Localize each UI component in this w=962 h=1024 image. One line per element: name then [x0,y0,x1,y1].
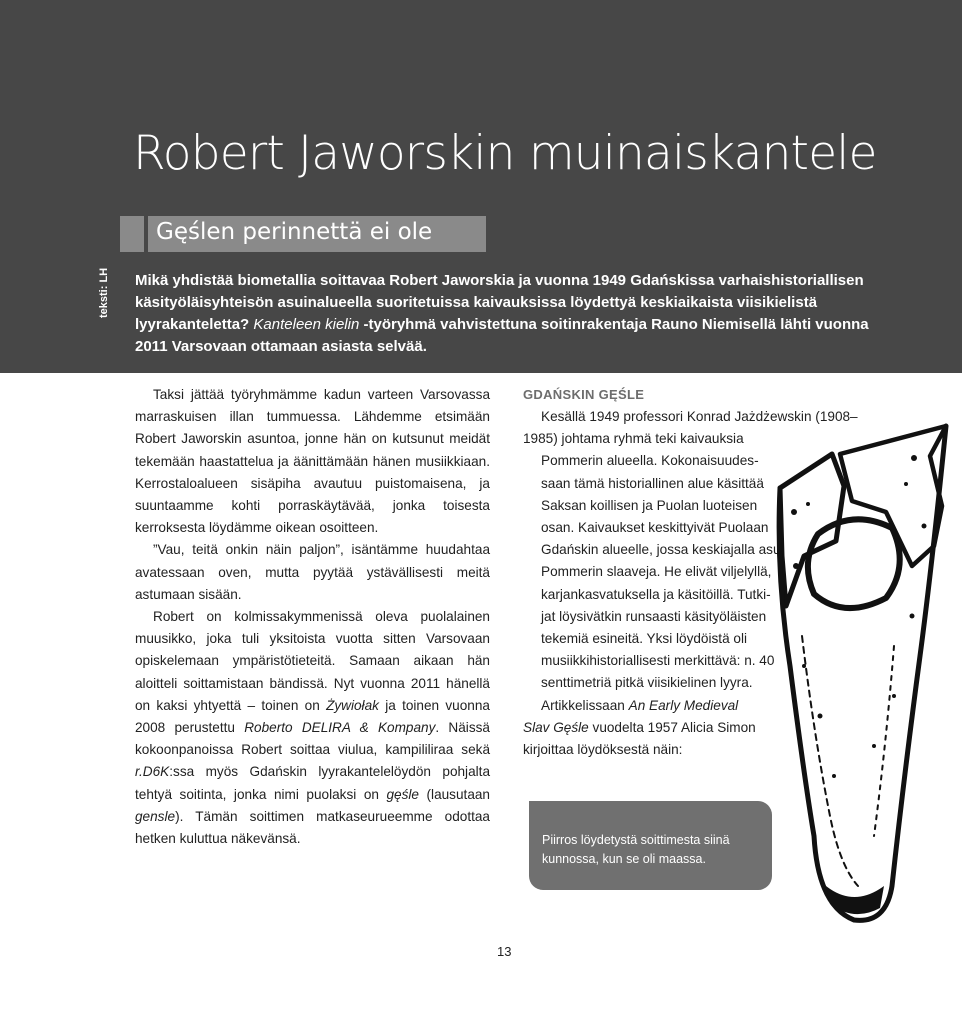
p3-text-f: ). Tämän soittimen matkaseurueemme odottaa hetken kuluttua näkevänsä. [135,808,490,847]
caption-box [529,801,772,890]
p3-italic-2: Roberto DELIRA & Kompany [244,720,436,736]
lead-text-2: -työryhmä vahvistettuna soitinrakentaja Rauno Niemisellä lähti vuonna 2011 Varsovaan ottamaan asiasta selvää. [135,316,869,355]
left-column [135,384,490,850]
section-heading: GDAŃSKIN GĘŚLE [523,387,645,402]
figure-caption: Piirros löydetystä soittimesta siinä kunnossa, kun se oli maassa. [542,833,730,866]
p3-text-d: :ssa myös Gdańskin lyyrakantelelöydön pohjalta tehtyä soitinta, jonka nimi puolaksi on [135,764,490,802]
text-line: saan tämä historiallinen alue käsittää [541,475,764,491]
lyre-body-outline [779,426,946,920]
lyre-right-arm [840,426,946,566]
lyre-inner-line [802,636,858,886]
text-line: kirjoittaa löydöksestä näin: [523,742,683,758]
text-line: osan. Kaivaukset keskittyivät Puolaan [541,520,769,536]
lyre-texture [791,455,927,914]
p2-text-b: vuodelta 1957 Alicia Simon [592,719,756,735]
subtitle-accent [144,216,148,252]
p3-italic-1: Żywiołak [326,697,379,713]
p3-italic-5: gensle [135,808,176,824]
p2-text-a: Artikkelissaan [541,697,625,713]
p3-text-a: Robert on kolmissakymmenissä oleva puolalainen muusikko, joka tuli yksitoista vuotta sitten Varsovaan opiskelemaan ympäristötieteitä. Samaan aikaan hän aloitteli soittamistaan bändissä. Nyt vuonna 2011 hänellä on kaksi yhtyettä – toinen on [135,609,490,713]
text-line: musiikkihistoriallisesti merkittävä: n. 40 [541,653,775,669]
text-line: Pommerin slaaveja. He elivät viljelyllä, [541,564,772,580]
lyre-inner-line [874,646,894,836]
byline: teksti: LH [98,267,110,318]
paragraph-1: Taksi jättää työryhmämme kadun varteen Varsovassa marraskuisen illan tummuessa. Lähdemme etsimään Robert Jaworskin asuntoa, jonne hän on kutsunut meidät tekemään haastattelua ja äänittämään hänen musiikkiaan. Kerrostaloalueen sisäpiha avautuu puistomaisena, ja suuntaamme kohti porraskäytävää, jonka toisesta kerroksesta löydämme oikean osoitteen. [135,387,490,536]
p2-italic-1: An Early Medieval [628,697,739,713]
text-line: Kesällä 1949 professori Konrad Jażdżewskin (1908– [541,409,858,424]
text-line: Gdańskin alueelle, jossa keskiajalla asui [541,542,784,558]
paragraph-2: ”Vau, teitä onkin näin paljon”, isäntämme huudahtaa avatessaan oven, mutta pyytää ystävällisesti meitä astumaan sisään. [135,542,490,602]
text-line: jat löysivätkin runsaasti käsityöläisten [541,608,767,624]
p2-italic-2: Slav Gęśle [523,719,589,735]
page-title: Robert Jaworskin muinaiskantele [133,126,877,181]
header-band [0,0,962,373]
lyre-drawing [774,416,962,936]
p3-text-e: (lausutaan [426,786,490,802]
subtitle-bar [120,216,486,252]
p3-italic-4: gęśle [386,786,419,802]
text-line: Saksan koillisen ja Puolan luoteisen [541,497,758,513]
page-number: 13 [497,944,512,959]
p3-italic-3: r.D6K [135,764,170,780]
text-line: 1985) johtama ryhmä teki kaivauksia [523,431,744,447]
text-line: tekemiä esineitä. Yksi löydöistä oli [541,631,748,647]
p3-text-c: . Näissä kokoonpanoissa Robert soittaa viulua, kampililiraa sekä [135,720,490,758]
text-line: Pommerin alueella. Kokonaisuudes- [541,453,759,469]
lead-paragraph [135,270,895,358]
p3-text-b: ja toinen vuonna 2008 perustettu [135,697,490,736]
subtitle: Gęślen perinnettä ei ole [156,219,433,245]
lead-text-1: Mikä yhdistää biometallia soittavaa Robert Jaworskia ja vuonna 1949 Gdańskissa varhaishistoriallisen käsityöläisyhteisön asuinalueella suoritetuissa kaivauksissa löydettyä keskiaikaista viisikielistä lyyrakanteletta? [135,272,864,333]
text-line: senttimetriä pitkä viisikielinen lyyra. [541,675,753,691]
lyre-sound-hole [808,519,900,608]
text-line: karjankasvatuksella ja käsitöillä. Tutki- [541,586,771,602]
lead-italic: Kanteleen kielin [253,316,360,333]
paragraph-3 [135,606,490,850]
